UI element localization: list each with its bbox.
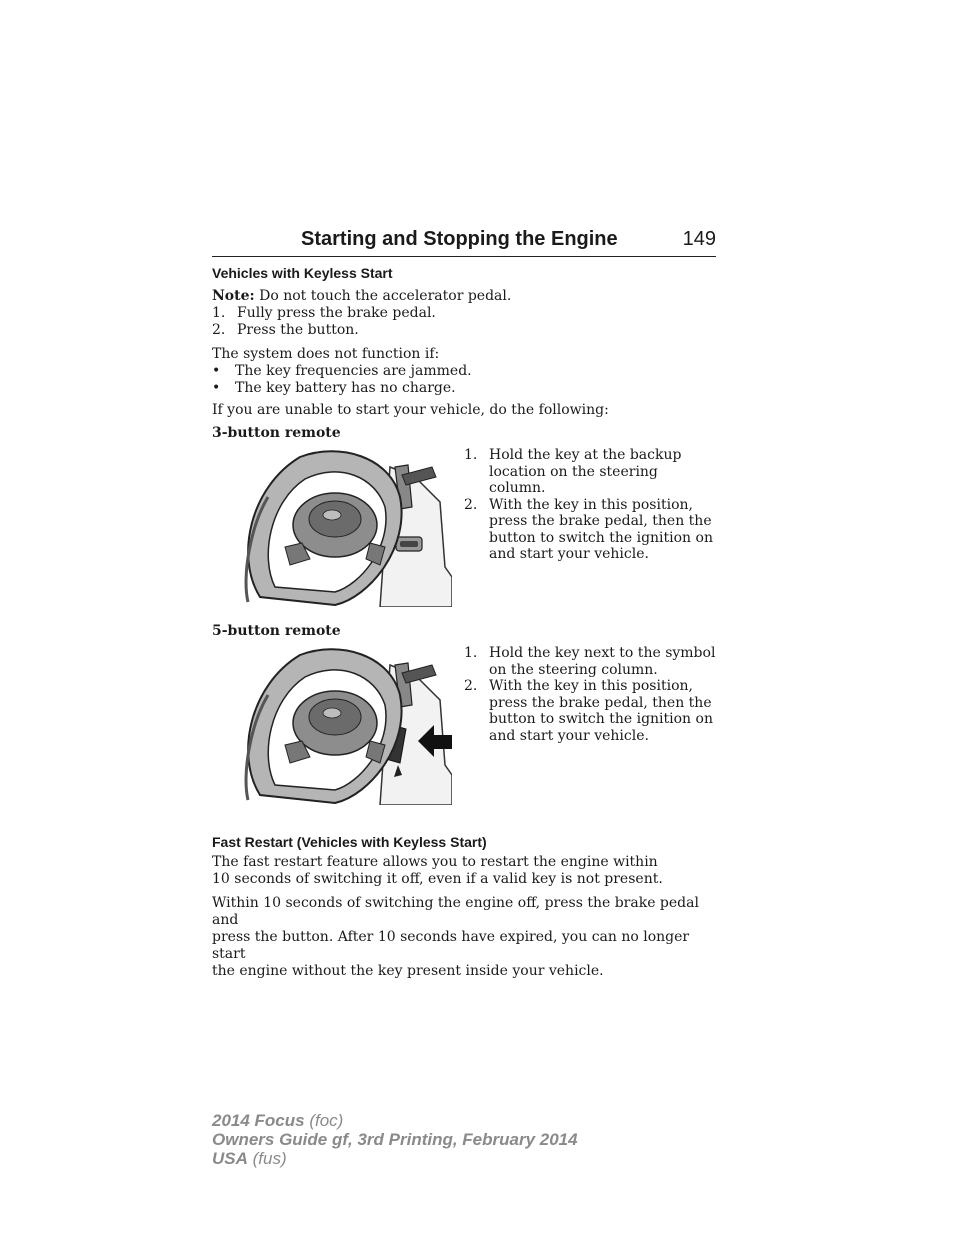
list-item [464, 497, 716, 563]
failure-bullets [212, 363, 716, 397]
remote3-steps-list [464, 447, 716, 563]
fast-restart-paragraph-2 [212, 895, 716, 980]
remote3-heading: 3-button remote [212, 425, 341, 441]
bullet-text: The key frequencies are jammed. [235, 363, 472, 379]
unable-paragraph: If you are unable to start your vehicle, do the following: [212, 402, 609, 418]
list-item [212, 305, 716, 322]
step-line: and start your vehicle. [489, 727, 649, 744]
remote5-steps-list [464, 645, 716, 744]
step-line: location on the steering column. [489, 463, 658, 496]
step-line: Hold the key at the backup [489, 447, 682, 463]
system-intro: The system does not function if: [212, 346, 440, 362]
text-line: press the button. After 10 seconds have expired, you can no longer start [212, 929, 690, 962]
list-item [464, 678, 716, 744]
footer-model-name: 2014 Focus [212, 1111, 305, 1130]
text-line: 10 seconds of switching it off, even if a valid key is not present. [212, 871, 663, 887]
step-line: With the key in this position, [489, 678, 693, 694]
steering-wheel-backup-illustration [240, 447, 452, 607]
start-steps-list [212, 305, 716, 339]
steering-wheel-icon [240, 447, 452, 607]
note-text: Do not touch the accelerator pedal. [254, 288, 512, 304]
footer-guide-text: Owners Guide gf, 3rd Printing, February 2014 [212, 1130, 578, 1149]
step-line: button to switch the ignition on [489, 529, 713, 546]
step-number: 1. [464, 645, 478, 661]
step-number: 2. [464, 496, 478, 513]
step-line: press the brake pedal, then the [489, 694, 712, 711]
text-line: The fast restart feature allows you to restart the engine within [212, 854, 658, 870]
step-number: 1. [464, 447, 478, 463]
note-paragraph [212, 288, 716, 305]
footer-guide [212, 1130, 578, 1149]
step-number: 1. [212, 305, 226, 321]
step-text: Press the button. [237, 322, 359, 338]
footer-region-name: USA [212, 1149, 248, 1168]
remote5-figure-row [212, 645, 716, 829]
text-line: the engine without the key present inside your vehicle. [212, 963, 604, 979]
steering-wheel-icon [240, 645, 452, 805]
step-number: 2. [464, 678, 478, 694]
chapter-title: Starting and Stopping the Engine [301, 228, 618, 250]
footer-region-code: (fus) [247, 1149, 287, 1168]
list-item: • The key battery has no charge. [212, 380, 456, 396]
step-line: With the key in this position, [489, 496, 693, 513]
note-label: Note: [212, 288, 255, 304]
steering-wheel-symbol-illustration [240, 645, 452, 805]
footer-model [212, 1111, 578, 1130]
step-number: 2. [212, 322, 226, 338]
remote5-heading: 5-button remote [212, 623, 341, 639]
page-content [212, 228, 716, 980]
step-line: press the brake pedal, then the [489, 513, 712, 529]
footer-model-code: (foc) [304, 1111, 344, 1130]
fast-restart-paragraph-1 [212, 854, 716, 888]
page-number: 149 [682, 228, 716, 250]
section-heading-keyless-start: Vehicles with Keyless Start [212, 265, 393, 281]
section-heading-fast-restart: Fast Restart (Vehicles with Keyless Start) [212, 834, 487, 850]
list-item [464, 645, 716, 678]
step-line: on the steering column. [489, 661, 658, 678]
step-line: and start your vehicle. [489, 546, 649, 562]
remote3-figure-row [212, 447, 716, 623]
page-header [212, 228, 716, 257]
footer-region [212, 1149, 578, 1168]
list-item: • The key frequencies are jammed. [212, 363, 472, 379]
list-item [464, 447, 716, 497]
step-text: Fully press the brake pedal. [237, 305, 436, 321]
text-line: Within 10 seconds of switching the engine off, press the brake pedal and [212, 895, 699, 928]
page-footer [212, 1111, 578, 1168]
list-item [212, 322, 716, 339]
bullet-text: The key battery has no charge. [235, 380, 456, 396]
step-line: button to switch the ignition on [489, 711, 713, 727]
step-line: Hold the key next to the symbol [489, 645, 716, 661]
